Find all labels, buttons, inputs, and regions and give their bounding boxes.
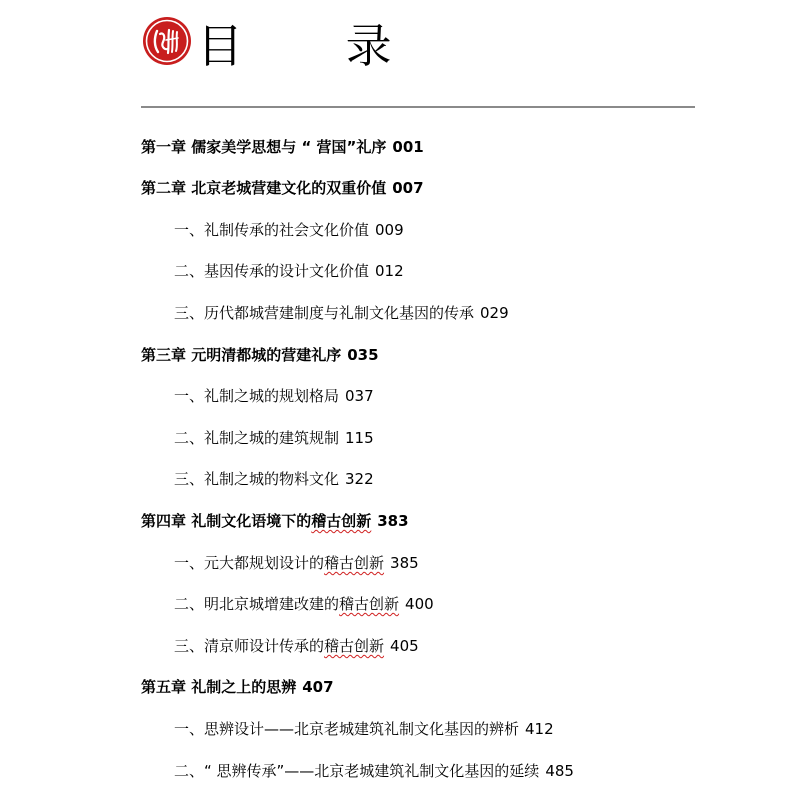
toc-entry-title: 一、礼制之城的规划格局 [174,387,340,405]
toc-page-number: 029 [480,304,509,322]
toc-page-number: 115 [345,429,374,447]
toc-entry-title: 第三章 元明清都城的营建礼序 [141,346,342,364]
toc-page-number: 322 [345,470,374,488]
toc-section-2-3[interactable] [174,303,509,323]
toc-entry-title: 三、清京师设计传承的 [174,637,325,655]
toc-page-number: 035 [347,346,379,364]
toc-chapter-3[interactable] [141,345,379,365]
toc-page-number: 405 [390,637,419,655]
toc-page-number: 407 [302,678,334,696]
toc-chapter-2[interactable] [141,178,424,198]
page-title: 目 录 [197,19,436,73]
toc-page-number: 485 [545,762,574,780]
toc-section-2-2[interactable] [174,261,404,281]
toc-section-5-1[interactable] [174,719,554,739]
toc-chapter-4[interactable] [141,511,409,531]
spellcheck-marked-term[interactable]: 稽古创新 [311,512,372,530]
toc-entry-title: 二、基因传承的设计文化价值 [174,262,370,280]
toc-entry-title: 二、“ 思辨传承”——北京老城建筑礼制文化基因的延续 [174,762,540,780]
spellcheck-marked-term[interactable]: 稽古创新 [324,554,385,572]
toc-section-3-2[interactable] [174,428,374,448]
toc-page-number: 001 [392,138,424,156]
title-divider [141,106,695,108]
toc-chapter-1[interactable] [141,137,424,157]
toc-page-number: 009 [375,221,404,239]
toc-page-number: 400 [405,595,434,613]
toc-entry-title: 第一章 儒家美学思想与 “ 营国”礼序 [141,138,387,156]
toc-page-number: 412 [525,720,554,738]
toc-entry-title: 第五章 礼制之上的思辨 [141,678,297,696]
toc-section-4-1[interactable] [174,553,419,573]
spellcheck-marked-term[interactable]: 稽古创新 [324,637,385,655]
toc-page-number: 383 [377,512,409,530]
toc-entry-title: 一、思辨设计——北京老城建筑礼制文化基因的辨析 [174,720,520,738]
toc-section-3-1[interactable] [174,386,374,406]
toc-entry-title: 第二章 北京老城营建文化的双重价值 [141,179,387,197]
seal-logo-icon [142,16,192,66]
toc-page-number: 385 [390,554,419,572]
toc-entry-title: 一、元大都规划设计的 [174,554,325,572]
toc-entry-title: 二、明北京城增建改建的 [174,595,340,613]
toc-section-3-3[interactable] [174,469,374,489]
toc-section-5-2[interactable] [174,761,574,781]
toc-entry-title: 三、礼制之城的物料文化 [174,470,340,488]
toc-section-4-3[interactable] [174,636,419,656]
toc-section-4-2[interactable] [174,594,434,614]
toc-chapter-5[interactable] [141,677,334,697]
toc-section-2-1[interactable] [174,220,404,240]
toc-entry-title: 一、礼制传承的社会文化价值 [174,221,370,239]
toc-page-number: 037 [345,387,374,405]
toc-entry-title: 二、礼制之城的建筑规制 [174,429,340,447]
toc-page-number: 012 [375,262,404,280]
toc-page-number: 007 [392,179,424,197]
spellcheck-marked-term[interactable]: 稽古创新 [339,595,400,613]
toc-entry-title: 三、历代都城营建制度与礼制文化基因的传承 [174,304,475,322]
toc-entry-title: 第四章 礼制文化语境下的 [141,512,312,530]
